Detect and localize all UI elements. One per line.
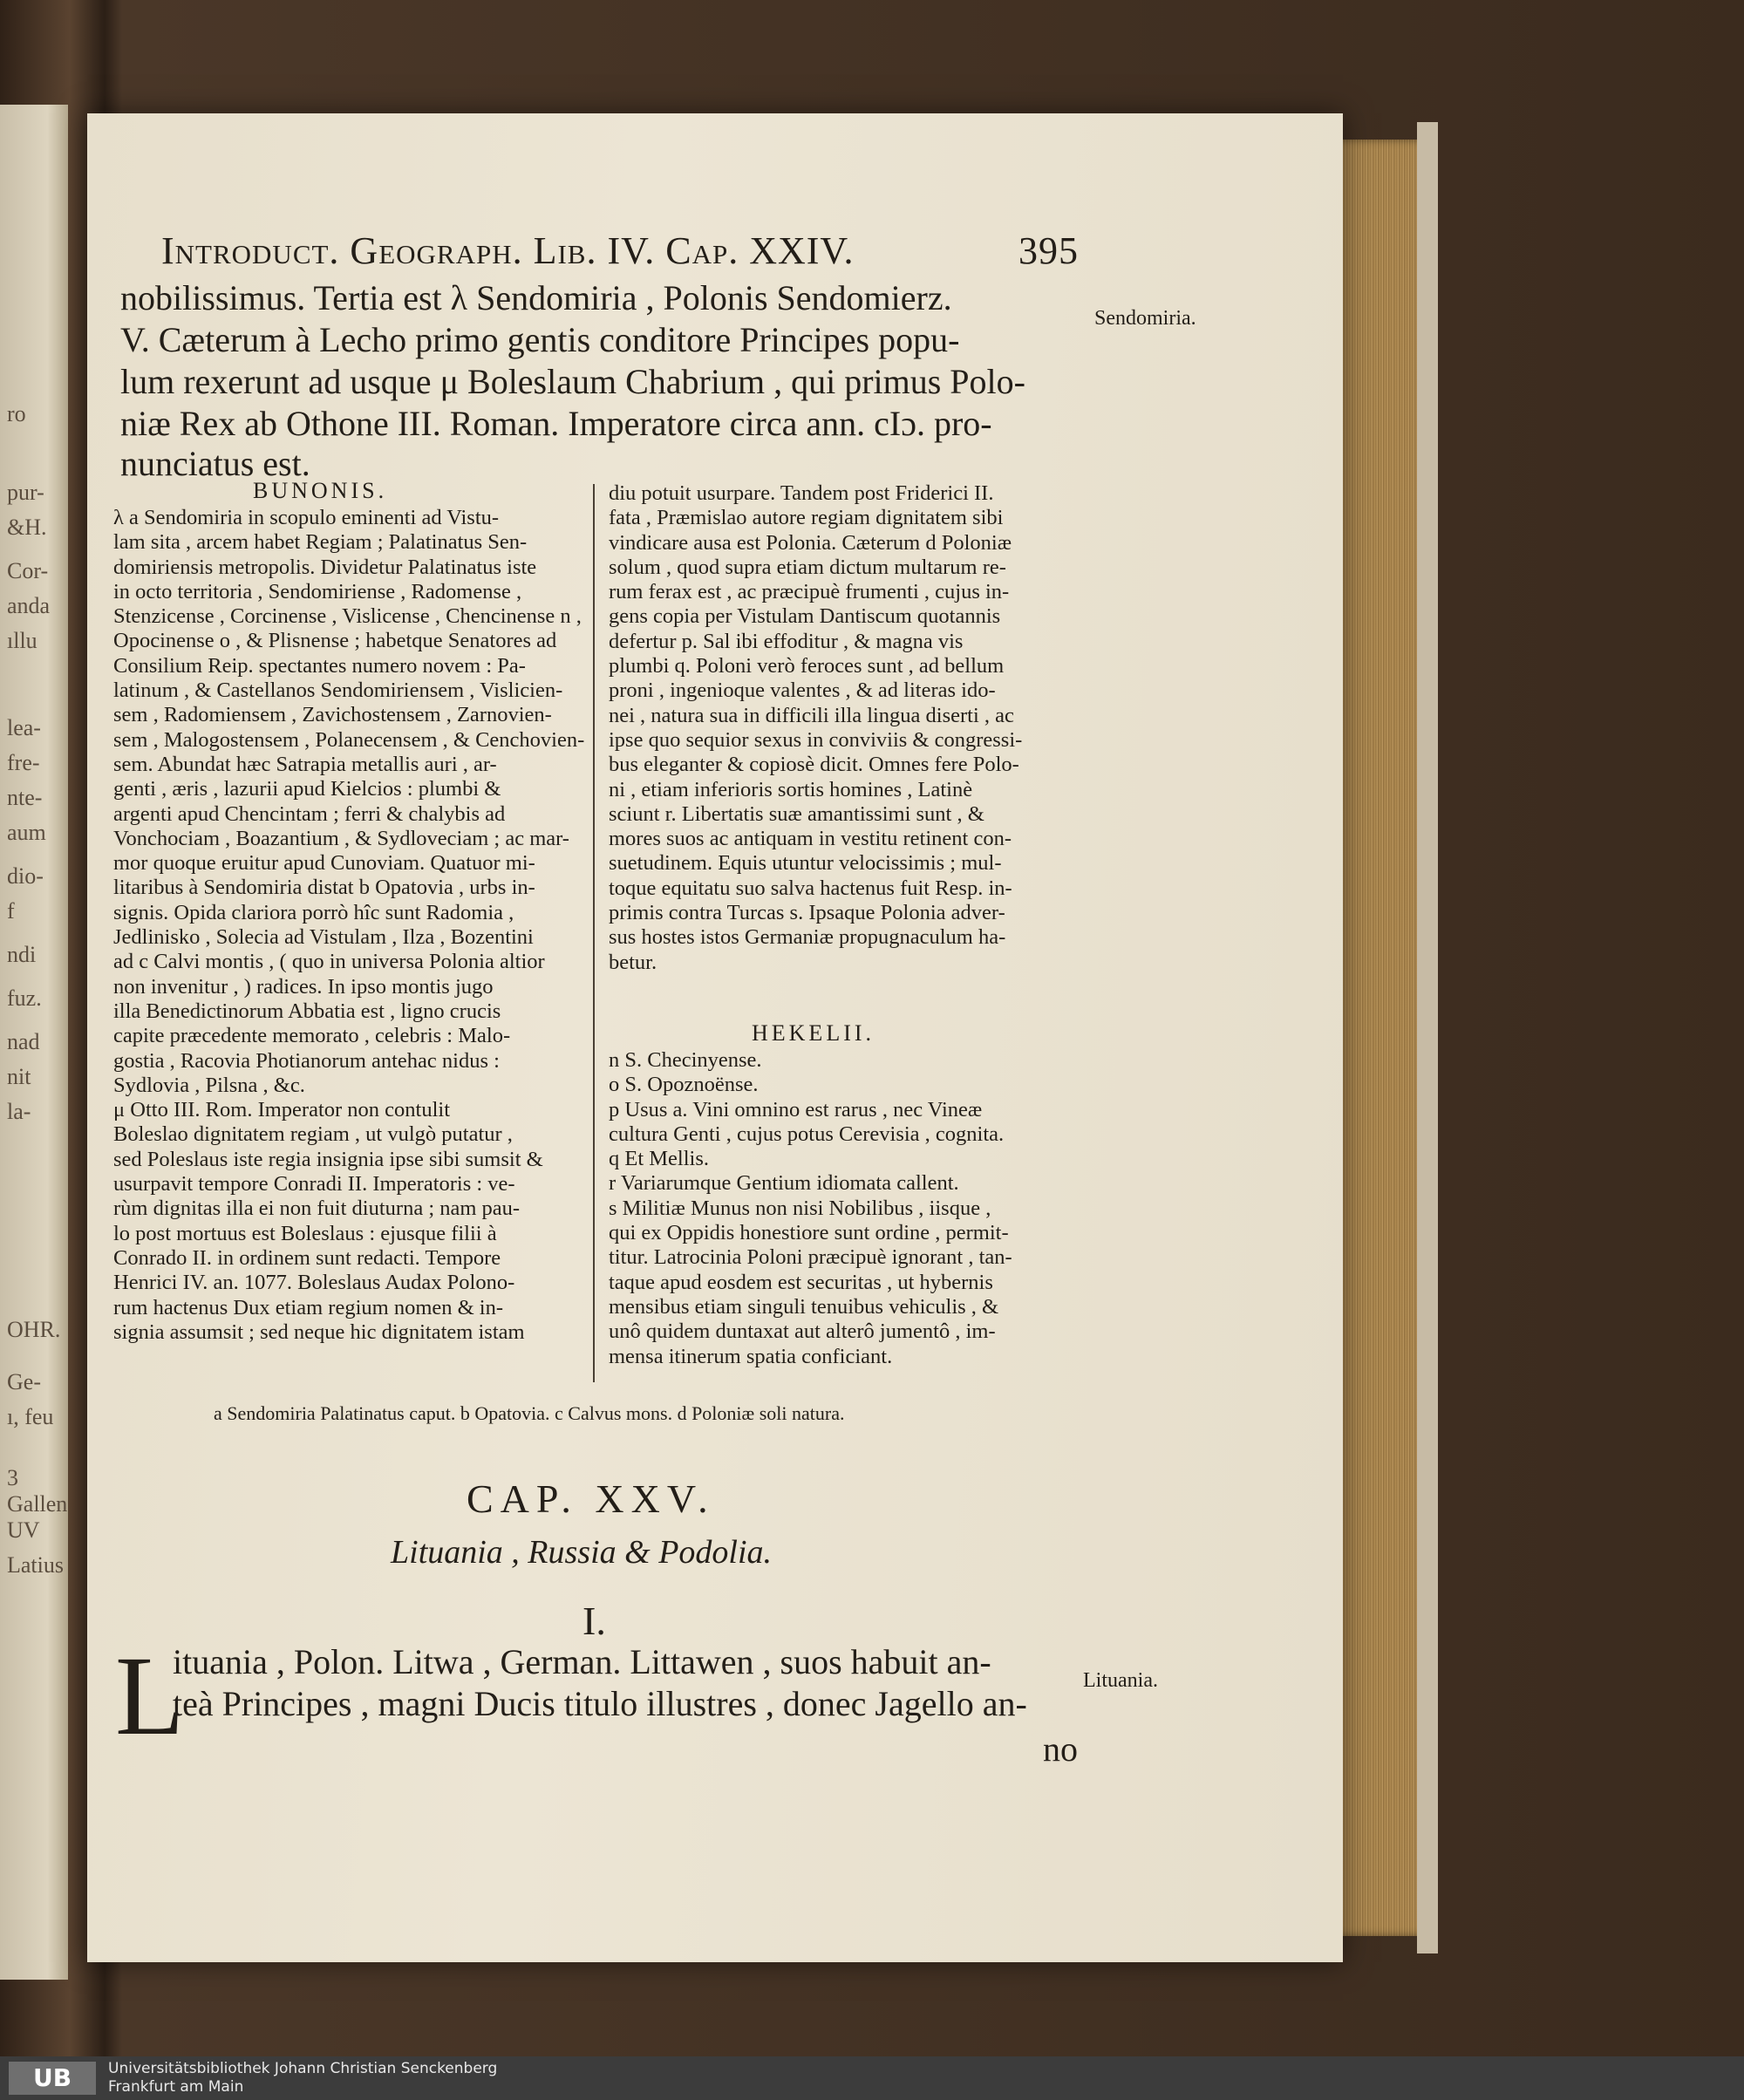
left-column-line: sed Poleslaus iste regia insignia ipse sibi sumsit & [113,1147,543,1171]
left-column-line: Henrici IV. an. 1077. Boleslaus Audax Polono- [113,1271,515,1295]
left-column-line: Boleslao dignitatem regiam , ut vulgò putatur , [113,1122,513,1147]
drop-cap: L [115,1633,185,1759]
left-column-line: latinum , & Castellanos Sendomiriensem , Vislicien- [113,678,563,703]
right-column-note-line: o S. Opoznoënse. [609,1073,759,1097]
right-column-text [609,481,1022,975]
right-column-line: solum , quod supra etiam dictum multarum re- [609,555,1006,579]
column-divider [593,484,595,1382]
left-column-line: signis. Opida clariora porrò hîc sunt Radomia , [113,900,514,924]
right-column-note-line: cultura Genti , cujus potus Cerevisia , cognita. [609,1122,1005,1146]
left-page-edge [0,105,68,1980]
page-number: 395 [1018,229,1079,272]
left-page-fragment: &H. [7,515,47,540]
left-column-line: illa Benedictinorum Abbatia est , ligno crucis [113,999,501,1023]
right-column-line: fata , Præmislao autore regiam dignitatem sibi [609,506,1004,530]
left-column-line: sem , Malogostensem , Polanecensem , & Cenchovien- [113,727,585,752]
left-page-fragment: Gallen [7,1491,68,1517]
left-page-fragment: anda [7,593,51,618]
left-column-line: signia assumsit ; sed neque hic dignitatem istam [113,1319,525,1344]
right-column-line: rum ferax est , ac præcipuè frumenti , cujus in- [609,580,1010,604]
right-column-note-line: p Usus a. Vini omnino est rarus , nec Vineæ [609,1097,983,1122]
institution-name [108,2060,497,2097]
left-column-line: domiriensis metropolis. Dividetur Palatinatus iste [113,555,537,579]
left-column-line: Vonchociam , Boazantium , & Sydloveciam ; ac mar- [113,826,569,850]
left-column-line: Stenzicense , Corcinense , Vislicense , Chencinense n , [113,604,582,629]
left-page-fragment: ı, feu [7,1404,54,1429]
right-column-note-line: q Et Mellis. [609,1147,710,1171]
left-column-line: rùm dignitas illa ei non fuit diuturna ; nam pau- [113,1197,521,1221]
left-column-line: sem. Abundat hæc Satrapia metallis auri , ar- [113,752,497,776]
left-page-fragment: la- [7,1099,31,1124]
left-column-line: Consilium Reip. spectantes numero novem : Pa- [113,653,526,678]
right-column-note-line: r Variarumque Gentium idiomata callent. [609,1171,959,1196]
right-column-note-line: titur. Latrocinia Poloni præcipuè ignorant , tan- [609,1245,1012,1270]
running-head-title: Introduct. Geograph. Lib. IV. Cap. XXIV. [161,229,855,272]
right-column-line: sus hostes istos Germaniæ propugnaculum ha- [609,925,1006,950]
margin-note-sendomiria: Sendomiria. [1094,307,1196,330]
left-page-fragment: nte- [7,785,43,810]
right-column-line: sciunt r. Libertatis suæ amantissimi sunt , & [609,801,984,826]
left-column-line: lam sita , arcem habet Regiam ; Palatinatus Sen- [113,530,528,555]
left-column-line: capite præcedente memorato , celebris : Malo- [113,1024,511,1048]
left-column-line: sem , Radomiensem , Zavichostensem , Zarnovien- [113,703,552,727]
left-column-heading: BUNONIS. [253,478,388,503]
left-column-text [113,506,584,1345]
left-page-fragment: lea- [7,715,41,740]
margin-note-lituania: Lituania. [1083,1669,1158,1692]
left-column-line: genti , æris , lazurii apud Kielcios : plumbi & [113,777,501,801]
right-column-line: proni , ingenioque valentes , & ad literas ido- [609,678,996,703]
left-page-fragment: ıllu [7,628,37,653]
chapter-line-2: teà Principes , magni Ducis titulo illustres , donec Jagello an- [173,1684,1027,1723]
left-column-line: gostia , Racovia Photianorum antehac nidus : [113,1048,500,1073]
right-column-note-line: mensibus etiam singuli tenuibus vehiculis , & [609,1294,999,1319]
left-page-fragment: Latius [7,1552,64,1578]
left-column-line: λ a Sendomiria in scopulo eminenti ad Vistu- [113,506,500,529]
section-number: I. [582,1599,606,1643]
institution-line-1: Universitätsbibliothek Johann Christian Senckenberg [108,2060,498,2077]
right-column-line: nei , natura sua in difficili illa lingua diserti , ac [609,703,1014,727]
cover-edge [1417,122,1438,1953]
left-column-line: Sydlovia , Pilsna , &c. [113,1073,305,1097]
intro-line-4: niæ Rex ab Othone III. Roman. Imperatore circa ann. cIɔ. pro- [120,404,992,443]
left-column-line: rum hactenus Dux etiam regium nomen & in- [113,1295,504,1319]
left-page-fragment: fre- [7,750,40,775]
institution-line-2: Frankfurt am Main [108,2078,244,2096]
left-page-fragment: nad [7,1029,40,1054]
intro-line-3: lum rexerunt ad usque μ Boleslaum Chabrium , qui primus Polo- [120,362,1025,401]
right-column-line: suetudinem. Equis utuntur velocissimis ; mul- [609,851,1002,876]
left-page-fragment: f [7,898,15,924]
left-page-fragment: aum [7,820,46,845]
left-column-line: lo post mortuus est Boleslaus : ejusque filii à [113,1221,497,1245]
left-page-fragment: Ge- [7,1369,41,1394]
left-column-line: mor quoque eruitur apud Cunoviam. Quatuor mi- [113,851,535,876]
chapter-subtitle: Lituania , Russia & Podolia. [391,1534,773,1571]
left-page-fragment: pur- [7,480,44,505]
footnote-line: a Sendomiria Palatinatus caput. b Opatovia. c Calvus mons. d Poloniæ soli natura. [214,1402,845,1424]
right-column-line: diu potuit usurpare. Tandem post Friderici II. [609,481,994,505]
left-column-line: usurpavit tempore Conradi II. Imperatoris : ve- [113,1172,515,1197]
chapter-line-1: ituania , Polon. Litwa , German. Littawen , suos habuit an- [173,1642,991,1681]
right-column-line: plumbi q. Poloni verò feroces sunt , ad bellum [609,654,1005,678]
right-column-notes [609,1048,1012,1369]
left-column-line: in octo territoria , Sendomiriense , Radomense , [113,579,522,603]
left-page-fragment: UV [7,1517,40,1543]
right-column-line: primis contra Turcas s. Ipsaque Polonia adver- [609,901,1005,925]
left-page-fragment: 3 [7,1465,18,1490]
left-page-fragment: OHR. [7,1317,61,1342]
right-column-note-line: mensa itinerum spatia conficiant. [609,1344,893,1368]
intro-line-2: V. Cæterum à Lecho primo gentis conditore Principes popu- [120,320,960,359]
left-page-fragment: dio- [7,863,44,889]
left-page-fragment: Cor- [7,558,49,583]
right-column-heading: HEKELII. [752,1020,875,1046]
right-column-line: vindicare ausa est Polonia. Cæterum d Poloniæ [609,530,1012,555]
left-column-line: Jedlinisko , Solecia ad Vistulam , Ilza , Bozentini [113,925,534,950]
right-column-line: ipse quo sequior sexus in conviviis & congressi- [609,727,1023,752]
left-page-fragment: fuz. [7,985,42,1011]
right-column-line: gens copia per Vistulam Dantiscum quotannis [609,604,1001,629]
left-column-line: Opocinense o , & Plisnense ; habetque Senatores ad [113,629,557,653]
right-column-note-line: qui ex Oppidis honestiore sunt ordine , permit- [609,1221,1009,1245]
right-column-line: defertur p. Sal ibi effoditur , & magna vis [609,629,964,653]
left-page-fragment: ndi [7,942,37,967]
left-column-line: non invenitur , ) radices. In ipso montis jugo [113,974,494,999]
intro-line-5: nunciatus est. [120,444,310,483]
left-column-line: Conrado II. in ordinem sunt redacti. Tempore [113,1245,501,1270]
right-column-line: betur. [609,950,657,974]
left-column-line: μ Otto III. Rom. Imperator non contulit [113,1098,451,1122]
left-column-line: argenti apud Chencintam ; ferri & chalybis ad [113,801,506,826]
right-column-line: mores suos ac antiquam in vestitu retinent con- [609,827,1012,851]
left-column-line: litaribus à Sendomiria distat b Opatovia , urbs in- [113,876,535,900]
right-column-line: bus eleganter & copiosè dicit. Omnes fere Polo- [609,753,1019,777]
ub-logo: UB [9,2062,96,2095]
right-column-note-line: n S. Checinyense. [609,1048,762,1072]
library-footer [0,2056,1744,2100]
right-column-note-line: unô quidem duntaxat aut alterô jumentô , im- [609,1319,996,1344]
intro-line-1: nobilissimus. Tertia est λ Sendomiria , Polonis Sendomierz. [120,278,952,317]
right-column-line: ni , etiam inferioris sortis homines , Latinè [609,777,973,801]
right-column-line: toque equitatu suo salva hactenus fuit Resp. in- [609,876,1012,900]
left-page-fragment: ro [7,401,26,426]
catchword: no [1043,1729,1078,1769]
left-column-line: ad c Calvi montis , ( quo in universa Polonia altior [113,950,545,974]
left-page-fragment: nit [7,1064,31,1089]
right-column-note-line: s Militiæ Munus non nisi Nobilibus , iisque , [609,1196,991,1220]
right-column-note-line: taque apud eosdem est securitas , ut hybernis [609,1270,993,1294]
chapter-title: CAP. XXV. [467,1476,715,1521]
